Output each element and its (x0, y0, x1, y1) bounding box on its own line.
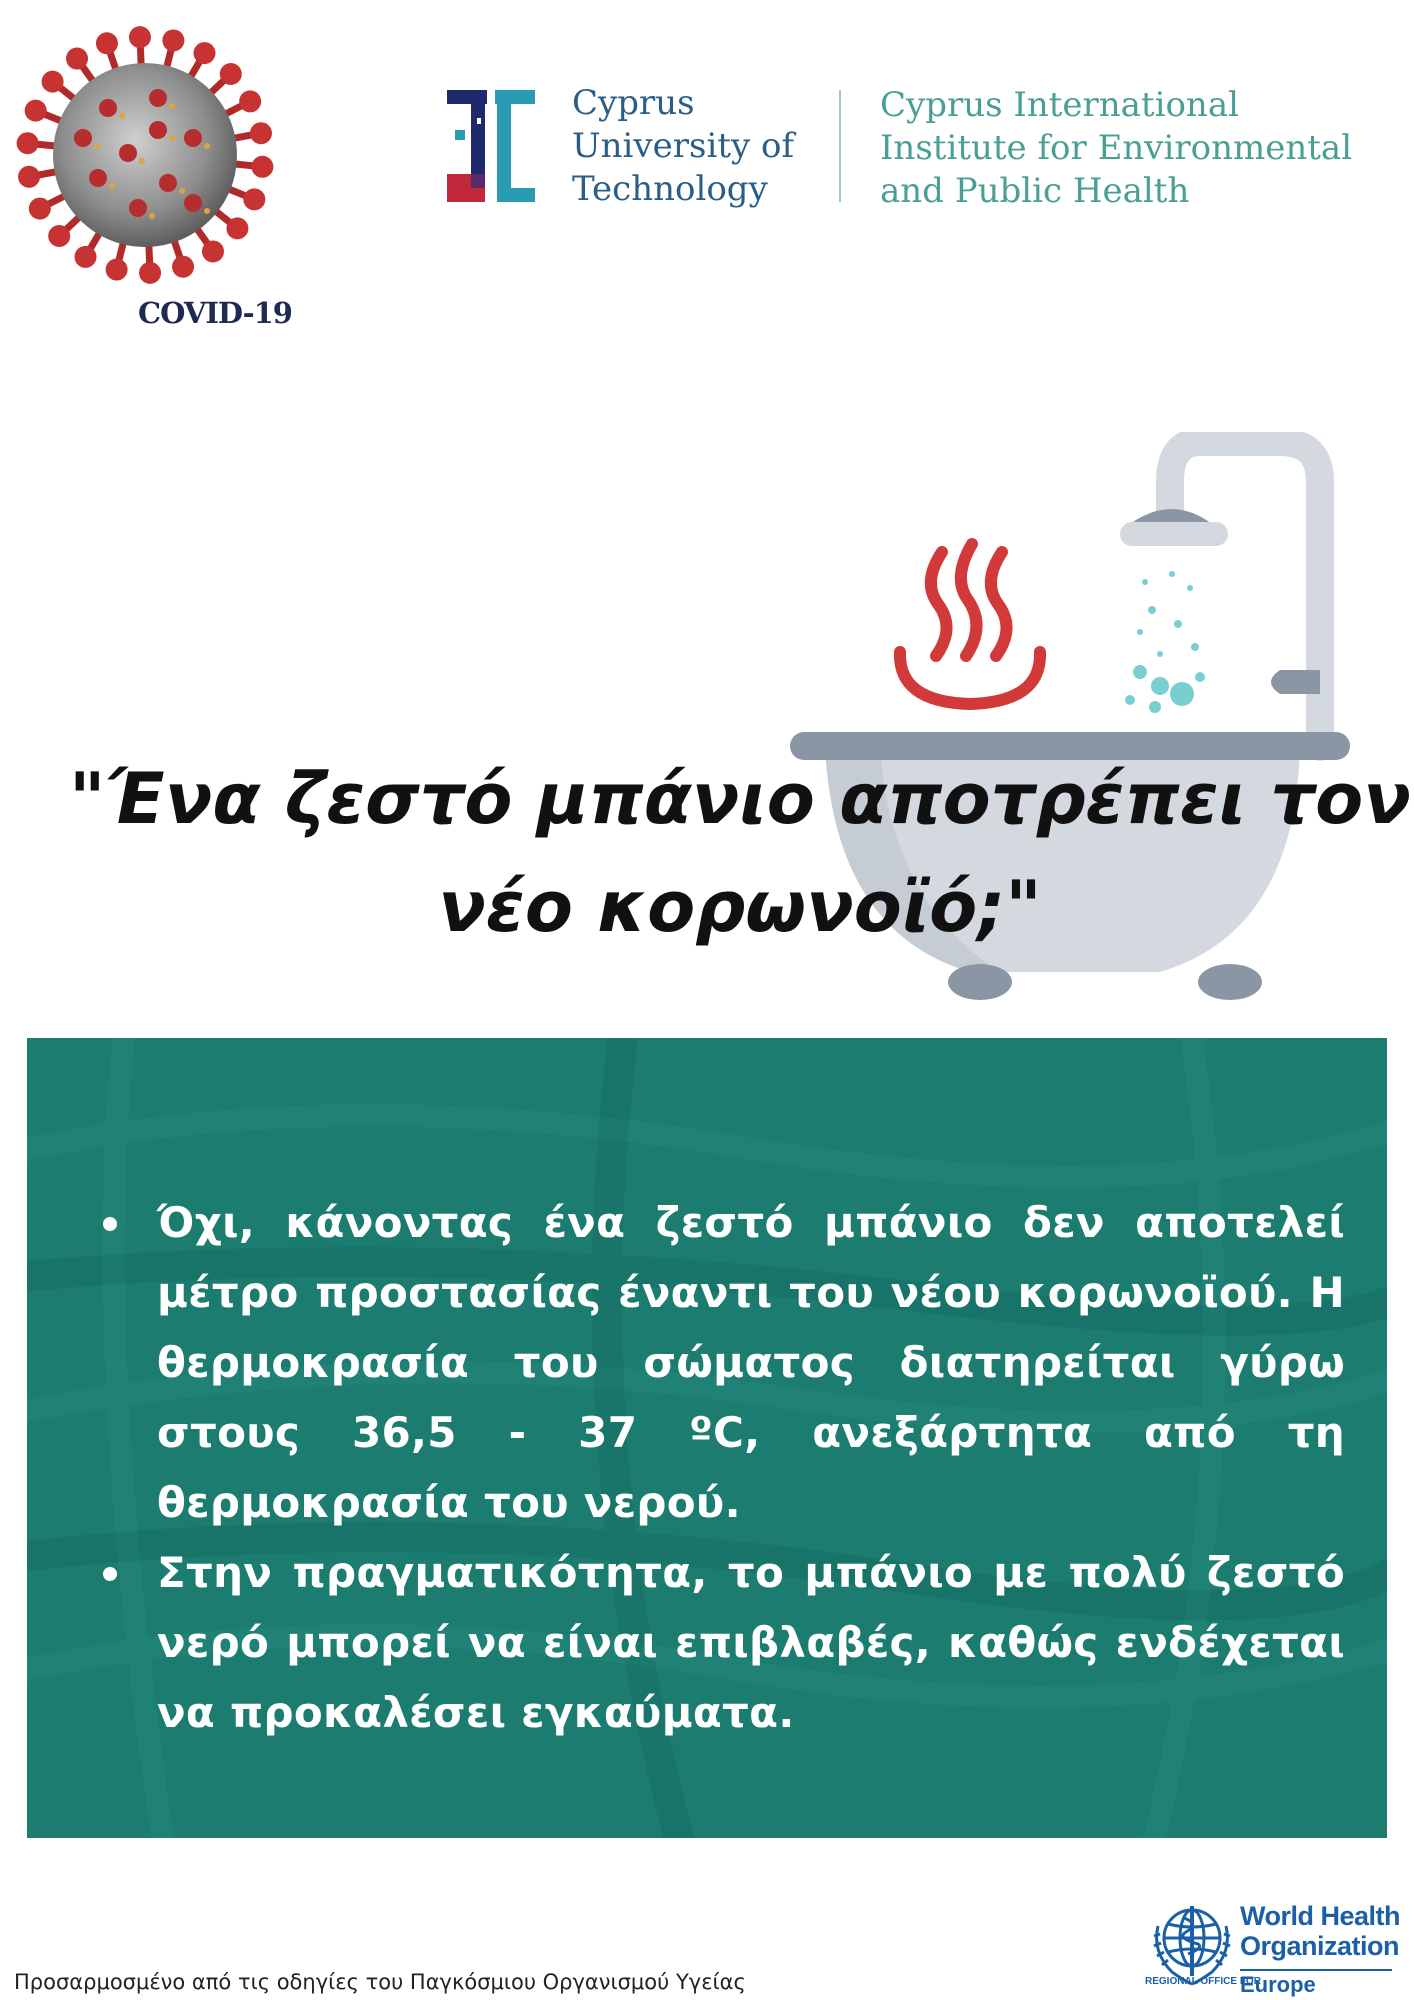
source-note: Προσαρμοσμένο από τις οδηγίες του Παγκόσμιου Οργανισμού Υγείας (14, 1970, 746, 1994)
page-title-line: νέο κορωνοϊό;" (438, 866, 1042, 948)
who-name-line: Organization (1240, 1931, 1400, 1961)
university-name-line: Technology (572, 169, 768, 209)
shower-icon (1120, 442, 1320, 747)
list-item-text: Όχι, κάνοντας ένα ζεστό μπάνιο δεν αποτελεί μέτρο προστασίας έναντι του νέου κορωνοϊού. Η θερμοκρασία του σώματος διατηρείται γύρω στους 36,5 - 37 ºC, ανεξάρτητα από τη θερμοκρασία του νερού. (157, 1198, 1345, 1527)
logo-divider (839, 90, 841, 202)
list-item (97, 1538, 1345, 1748)
university-name (572, 82, 794, 211)
coronavirus-icon (8, 18, 283, 293)
who-region-label: REGIONAL OFFICE FOR (1145, 1976, 1261, 1987)
bullet-icon (103, 1567, 117, 1581)
covid-label: COVID-19 (138, 296, 292, 330)
who-name (1240, 1901, 1400, 1961)
university-name-line: Cyprus (572, 83, 695, 123)
institute-name-line: Institute for Environmental (880, 128, 1353, 168)
university-name-line: University of (572, 126, 795, 166)
fact-board (27, 1038, 1387, 1838)
institute-name (880, 84, 1352, 213)
who-divider (1240, 1969, 1392, 1971)
institute-name-line: and Public Health (880, 171, 1190, 211)
list-item-text: Στην πραγματικότητα, το μπάνιο με πολύ ζεστό νερό μπορεί να είναι επιβλαβές, καθώς ενδέχεται να προκαλέσει εγκαύματα. (157, 1548, 1345, 1737)
university-logo-icon (447, 90, 535, 202)
bullet-icon (103, 1217, 117, 1231)
hot-steam-icon (900, 544, 1040, 704)
who-emblem-icon (1146, 1896, 1238, 1988)
who-region: Europe (1240, 1972, 1316, 1997)
list-item (97, 1188, 1345, 1538)
page-title (40, 745, 1414, 961)
page-title-line: "Ένα ζεστό μπάνιο αποτρέπει τον (69, 758, 1411, 840)
who-name-line: World Health (1240, 1901, 1401, 1931)
fact-list (97, 1188, 1345, 1748)
institute-name-line: Cyprus International (880, 85, 1239, 125)
